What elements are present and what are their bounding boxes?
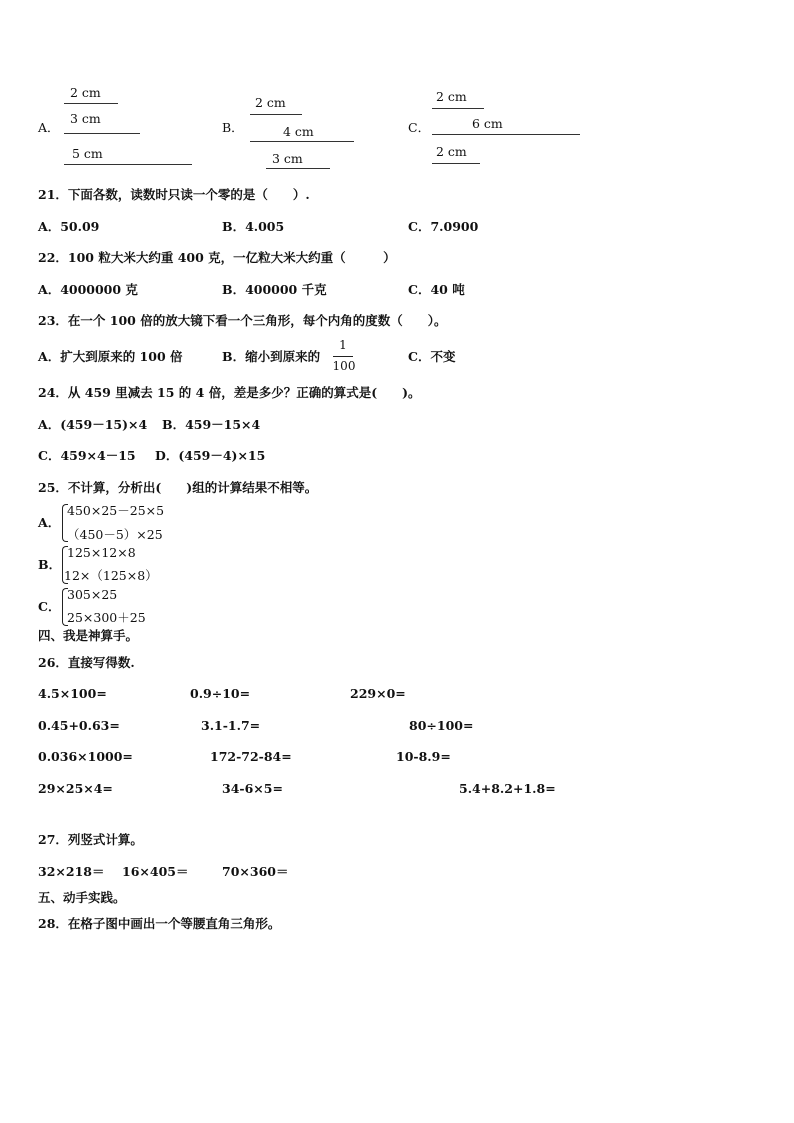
q22-option-c: C．40 吨 — [408, 282, 465, 297]
q25-a-expr1: 450×25－25×5 — [67, 503, 165, 518]
q26-r2-item1: 0.45+0.63= — [38, 718, 120, 733]
q20-a-seg3-label: 5 cm — [72, 146, 103, 161]
q20-b-seg2-label: 4 cm — [283, 124, 314, 139]
q26-r1-item2: 0.9÷10= — [190, 686, 251, 701]
q27-item2: 16×405＝ — [122, 864, 189, 879]
q25-c-expr2: 25×300＋25 — [67, 610, 146, 625]
q21-stem: 21．下面各数，读数时只读一个零的是（ ）. — [38, 187, 310, 202]
q27-item1: 32×218＝ — [38, 864, 105, 879]
q24-option-c: C．459×4－15 — [38, 448, 136, 463]
q24-option-b: B．459－15×4 — [162, 417, 261, 432]
q23-option-c: C．不变 — [408, 349, 456, 364]
q20-option-c-label: C． — [408, 120, 431, 135]
q23-fraction-bar — [333, 356, 353, 357]
q25-a-expr2: （450－5）×25 — [67, 527, 163, 542]
q20-c-seg2 — [432, 134, 580, 135]
q20-a-seg1 — [64, 103, 118, 104]
q25-option-c-label: C． — [38, 599, 61, 614]
q26-r2-item2: 3.1-1.7= — [201, 718, 261, 733]
q20-b-seg3-label: 3 cm — [272, 151, 303, 166]
q20-b-seg3 — [266, 168, 330, 169]
q27-stem: 27．列竖式计算。 — [38, 832, 143, 847]
q25-option-b-label: B． — [38, 557, 62, 572]
q20-b-seg2 — [250, 141, 354, 142]
q23-fraction-denominator: 100 — [332, 359, 356, 373]
q24-stem: 24．从 459 里减去 15 的 4 倍，差是多少？正确的算式是( )。 — [38, 385, 421, 400]
q20-option-b-label: B． — [222, 120, 244, 135]
q23-stem: 23．在一个 100 倍的放大镜下看一个三角形，每个内角的度数（ ）。 — [38, 313, 447, 328]
q24-option-d: D．(459－4)×15 — [155, 448, 266, 463]
q25-stem: 25．不计算，分析出( )组的计算结果不相等。 — [38, 480, 318, 495]
q21-option-b: B．4.005 — [222, 219, 285, 234]
q25-c-expr1: 305×25 — [67, 587, 118, 602]
q26-r1-item1: 4.5×100= — [38, 686, 107, 701]
q24-option-a: A．(459－15)×4 — [38, 417, 148, 432]
q20-a-seg1-label: 2 cm — [70, 85, 101, 100]
q26-r4-item2: 34-6×5= — [222, 781, 283, 796]
q22-stem: 22．100 粒大米大约重 400 克，一亿粒大米大约重（ ） — [38, 250, 396, 265]
q20-c-seg3 — [432, 163, 480, 164]
q28-stem: 28．在格子图中画出一个等腰直角三角形。 — [38, 916, 281, 931]
q20-c-seg2-label: 6 cm — [472, 116, 503, 131]
section-4-heading: 四、我是神算手。 — [38, 628, 139, 643]
section-5-heading: 五、动手实践。 — [38, 890, 126, 905]
q26-r1-item3: 229×0= — [350, 686, 406, 701]
q20-a-seg2 — [64, 133, 140, 134]
q20-c-seg1-label: 2 cm — [436, 89, 467, 104]
q26-r4-item3: 5.4+8.2+1.8= — [459, 781, 556, 796]
q26-stem: 26．直接写得数. — [38, 655, 135, 670]
q22-option-a: A．4000000 克 — [38, 282, 138, 297]
q23-fraction-numerator: 1 — [339, 338, 347, 352]
q20-a-seg3 — [64, 164, 192, 165]
q20-c-seg3-label: 2 cm — [436, 144, 467, 159]
q23-option-a: A．扩大到原来的 100 倍 — [38, 349, 183, 364]
q23-option-b: B．缩小到原来的 — [222, 349, 321, 364]
q20-b-seg1-label: 2 cm — [255, 95, 286, 110]
q20-a-seg2-label: 3 cm — [70, 111, 101, 126]
q26-r3-item3: 10-8.9= — [396, 749, 451, 764]
q25-option-a-label: A． — [38, 515, 61, 530]
q26-r2-item3: 80÷100= — [409, 718, 474, 733]
q21-option-c: C．7.0900 — [408, 219, 479, 234]
q22-option-b: B．400000 千克 — [222, 282, 327, 297]
q20-option-a-label: A． — [38, 120, 60, 135]
q25-b-expr1: 125×12×8 — [67, 545, 136, 560]
q20-c-seg1 — [432, 108, 484, 109]
q27-item3: 70×360＝ — [222, 864, 289, 879]
q25-b-expr2: 12×（125×8） — [64, 568, 158, 583]
q26-r3-item2: 172-72-84= — [210, 749, 292, 764]
q26-r4-item1: 29×25×4= — [38, 781, 113, 796]
q21-option-a: A．50.09 — [38, 219, 100, 234]
q20-b-seg1 — [250, 114, 302, 115]
q26-r3-item1: 0.036×1000= — [38, 749, 133, 764]
